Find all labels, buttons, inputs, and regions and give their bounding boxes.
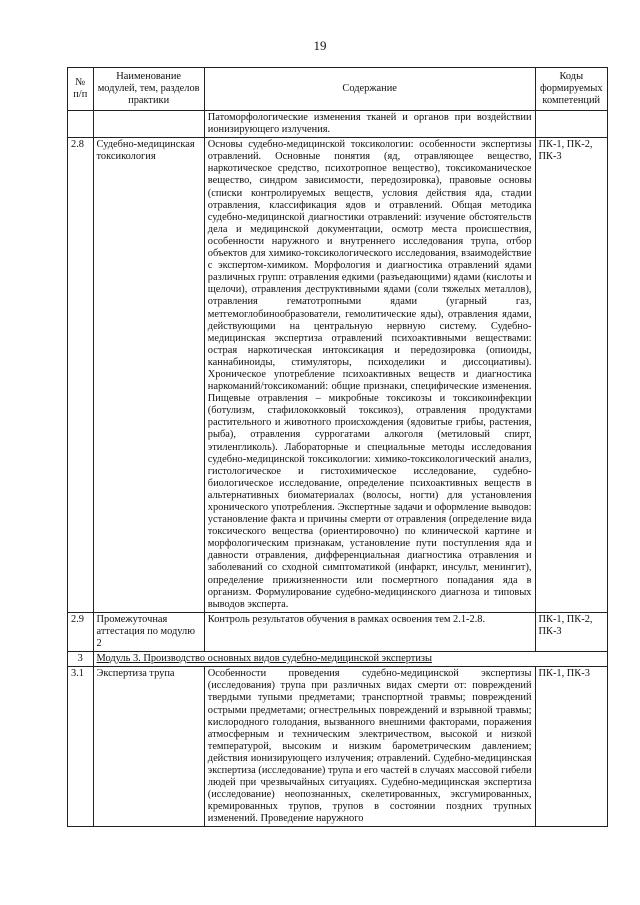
row-name: Судебно-медицинская токсикология xyxy=(93,138,204,613)
row-codes: ПК-1, ПК-2, ПК-3 xyxy=(535,612,607,651)
page-number: 19 xyxy=(313,38,327,53)
row-codes: ПК-1, ПК-3 xyxy=(535,667,607,827)
module-row xyxy=(68,652,608,667)
header-name: Наименование модулей, тем, разделов практики xyxy=(93,68,204,111)
module-num: 3 xyxy=(68,652,94,667)
module-title: Модуль 3. Производство основных видов судебно-медицинской экспертизы xyxy=(93,652,607,667)
row-num: 2.8 xyxy=(68,138,94,613)
table-row xyxy=(68,612,608,651)
row-num: 2.9 xyxy=(68,612,94,651)
row-content: Контроль результатов обучения в рамках освоения тем 2.1-2.8. xyxy=(204,612,535,651)
continued-content: Патоморфологические изменения тканей и органов при воздействии ионизирующего излучения. xyxy=(204,111,535,138)
curriculum-table xyxy=(67,67,608,827)
row-name: Промежуточная аттестация по модулю 2 xyxy=(93,612,204,651)
row-codes: ПК-1, ПК-2, ПК-3 xyxy=(535,138,607,613)
row-content: Особенности проведения судебно-медицинской экспертизы (исследования) трупа при различных видах смерти от: повреждений твердыми тупыми предметами; транспортной травмы; повреждений острыми предметами; огнестрельных повреждений и взрывной травмы; кислородного голодания, вызванного внешними факторами, поражения атмосферным и техническим электричеством, высокой и низкой температурой, высоким и низким барометрическим давлением; действия ионизирующего излучения; отравлений. Судебно-медицинская экспертиза (исследование) трупа и его частей в случаях массовой гибели людей при чрезвычайных ситуациях. Судебно-медицинская экспертиза (исследование) неопознанных, скелетированных, эксгумированных, кремированных трупов, трупов в состоянии поздних трупных изменений. Проведение наружного xyxy=(204,667,535,827)
header-codes: Коды формируемых компетенций xyxy=(535,68,607,111)
table-row xyxy=(68,138,608,613)
row-num: 3.1 xyxy=(68,667,94,827)
row-content: Основы судебно-медицинской токсикологии: особенности экспертизы отравлений. Основные понятия (яд, отравляющее вещество, наркотическое средство, психотропное вещество), токсикоманическое вещество, синдром зависимости, передозировка), правовые основы (списки контролируемых веществ, условия действия яда, стадии отравления, классификация ядов и отравлений. Общая методика судебно-медицинской диагностики отравлений: изучение обстоятельств дела и медицинской документации, осмотр места происшествия, особенности наружного и внутреннего исследования трупа, отбор объектов для химико-токсикологического исследования, взаимодействие с экспертом-химиком. Морфология и диагностика отравлений ядами различных групп: отравления едкими (разъедающими) ядами (кислоты и щелочи), отравления деструктивными ядами (соли тяжелых металлов), отравления гематотропными ядами (угарный газ, метгемоглобинообразователи, гемолитические яды), отравления ядами, действующими на центральную нервную систему. Судебно-медицинская экспертиза отравлений психоактивными веществами: острая наркотическая интоксикация и передозировка (опиоиды, каннабиноиды, стимуляторы, психоделики и диссоциативы). Хроническое употребление психоактивных веществ и диагностика наркоманий/токсикоманий: общие признаки, специфические изменения. Пищевые отравления – микробные токсикозы и токсикоинфекции (ботулизм, стафилококковый токсикоз), отравления продуктами растительного и животного происхождения (ядовитые грибы, растения, рыба), отравления суррогатами алкоголя (метиловый спирт, этиленгликоль). Лабораторные и специальные методы исследования судебно-медицинской токсикологии: химико-токсикологический анализ, гистологическое и гистохимическое исследование, судебно-биологическое исследование, определение психоактивных веществ в альтернативных биоматериалах (волосы, ногти) для установления хронического употребления. Экспертные задачи и оформление выводов: установление факта и причины смерти от отравления (определение вида токсического вещества (ориентировочно) по клинической картине и морфологическим признакам, установление пути поступления яда и давности отравления, дифференциальная диагностика отравления и заболеваний со сходной симптоматикой (инфаркт, инсульт, менингит), определение прижизненности или посмертного попадания яда в организм. Формулирование судебно-медицинского диагноза и типовых выводов эксперта. xyxy=(204,138,535,613)
header-num: № п/п xyxy=(68,68,94,111)
table-row-continued xyxy=(68,111,608,138)
header-content: Содержание xyxy=(204,68,535,111)
row-name: Экспертиза трупа xyxy=(93,667,204,827)
table-row xyxy=(68,667,608,827)
table-header-row xyxy=(68,68,608,111)
